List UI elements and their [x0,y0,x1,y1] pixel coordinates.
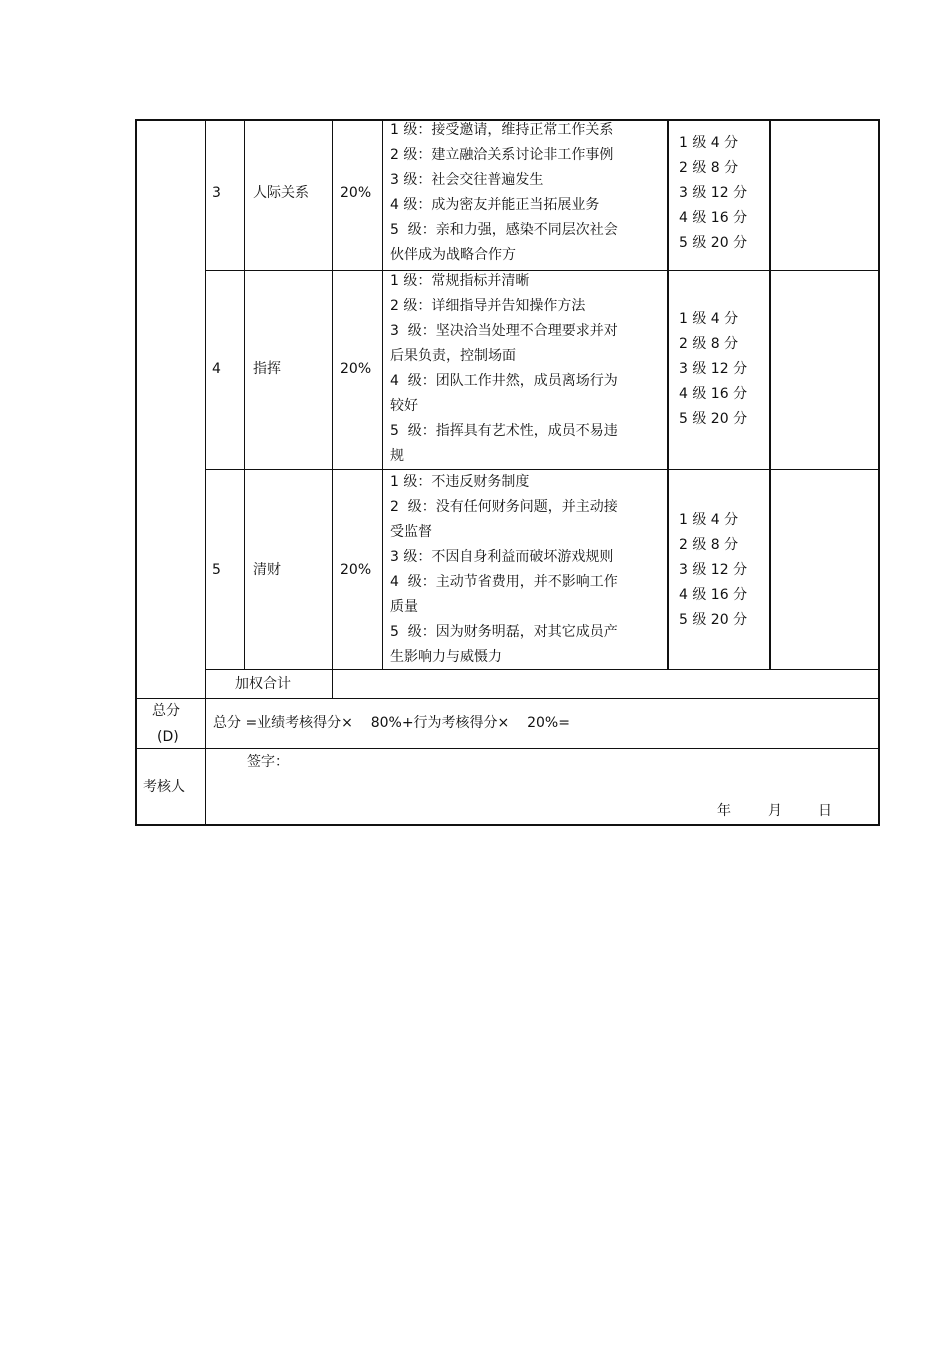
score-line: 3 级 12 分 [679,562,748,578]
score-line: 1 级 4 分 [679,311,739,327]
item-weight: 20% [340,562,372,578]
reviewer-label: 考核人 [143,779,185,795]
total-score-formula: 总分 =业绩考核得分× 80%+行为考核得分× 20%= [213,715,570,731]
criteria-line: 受监督 [390,524,432,540]
criteria-line: 2 级：没有任何财务问题，并主动接 [390,499,618,515]
criteria-line: 4 级：成为密友并能正当拓展业务 [390,197,600,213]
score-line: 4 级 16 分 [679,587,748,603]
criteria-line: 4 级：主动节省费用，并不影响工作 [390,574,618,590]
score-line: 3 级 12 分 [679,185,748,201]
total-score-label: 总分 [152,703,180,719]
score-line: 5 级 20 分 [679,411,748,427]
criteria-list [390,269,618,469]
criteria-line: 5 级：因为财务明磊，对其它成员产 [390,624,618,640]
date-month-label: 月 [768,803,782,819]
date-day-label: 日 [818,803,832,819]
criteria-line: 5 级：指挥具有艺术性，成员不易违 [390,423,618,439]
item-weight: 20% [340,185,372,201]
score-line: 2 级 8 分 [679,160,739,176]
score-line: 2 级 8 分 [679,537,739,553]
score-list [679,508,747,633]
criteria-line: 质量 [390,599,418,615]
criteria-line: 较好 [390,398,418,414]
criteria-line: 后果负责，控制场面 [390,348,516,364]
score-line: 1 级 4 分 [679,512,739,528]
item-name: 清财 [253,562,281,578]
date-year-label: 年 [717,803,731,819]
criteria-line: 1 级：不违反财务制度 [390,474,530,490]
score-line: 1 级 4 分 [679,135,739,151]
criteria-line: 1 级：常规指标并清晰 [390,273,530,289]
criteria-line: 3 级：坚决洽当处理不合理要求并对 [390,323,618,339]
score-line: 2 级 8 分 [679,336,739,352]
score-line: 5 级 20 分 [679,612,748,628]
criteria-line: 1 级：接受邀请，维持正常工作关系 [390,122,614,138]
weighted-total-label: 加权合计 [235,676,291,692]
score-line: 4 级 16 分 [679,210,748,226]
criteria-list [390,470,618,670]
criteria-line: 生影响力与威慑力 [390,649,502,665]
criteria-line: 规 [390,448,404,464]
criteria-line: 伙伴成为战略合作方 [390,247,516,263]
score-line: 4 级 16 分 [679,386,748,402]
criteria-line: 4 级：团队工作井然，成员离场行为 [390,373,618,389]
criteria-line: 2 级：建立融洽关系讨论非工作事例 [390,147,614,163]
row-number: 3 [212,185,221,201]
criteria-line: 3 级：不因自身利益而破坏游戏规则 [390,549,614,565]
score-line: 3 级 12 分 [679,361,748,377]
score-list [679,131,747,256]
signature-label: 签字： [247,754,289,770]
criteria-list [390,118,618,268]
row-number: 4 [212,361,221,377]
item-weight: 20% [340,361,372,377]
score-line: 5 级 20 分 [679,235,748,251]
item-name: 人际关系 [253,185,309,201]
criteria-line: 5 级：亲和力强，感染不同层次社会 [390,222,618,238]
criteria-line: 2 级：详细指导并告知操作方法 [390,298,586,314]
row-number: 5 [212,562,221,578]
item-name: 指挥 [253,361,281,377]
criteria-line: 3 级：社会交往普遍发生 [390,172,544,188]
score-list [679,307,747,432]
total-score-code: (D) [157,729,179,745]
